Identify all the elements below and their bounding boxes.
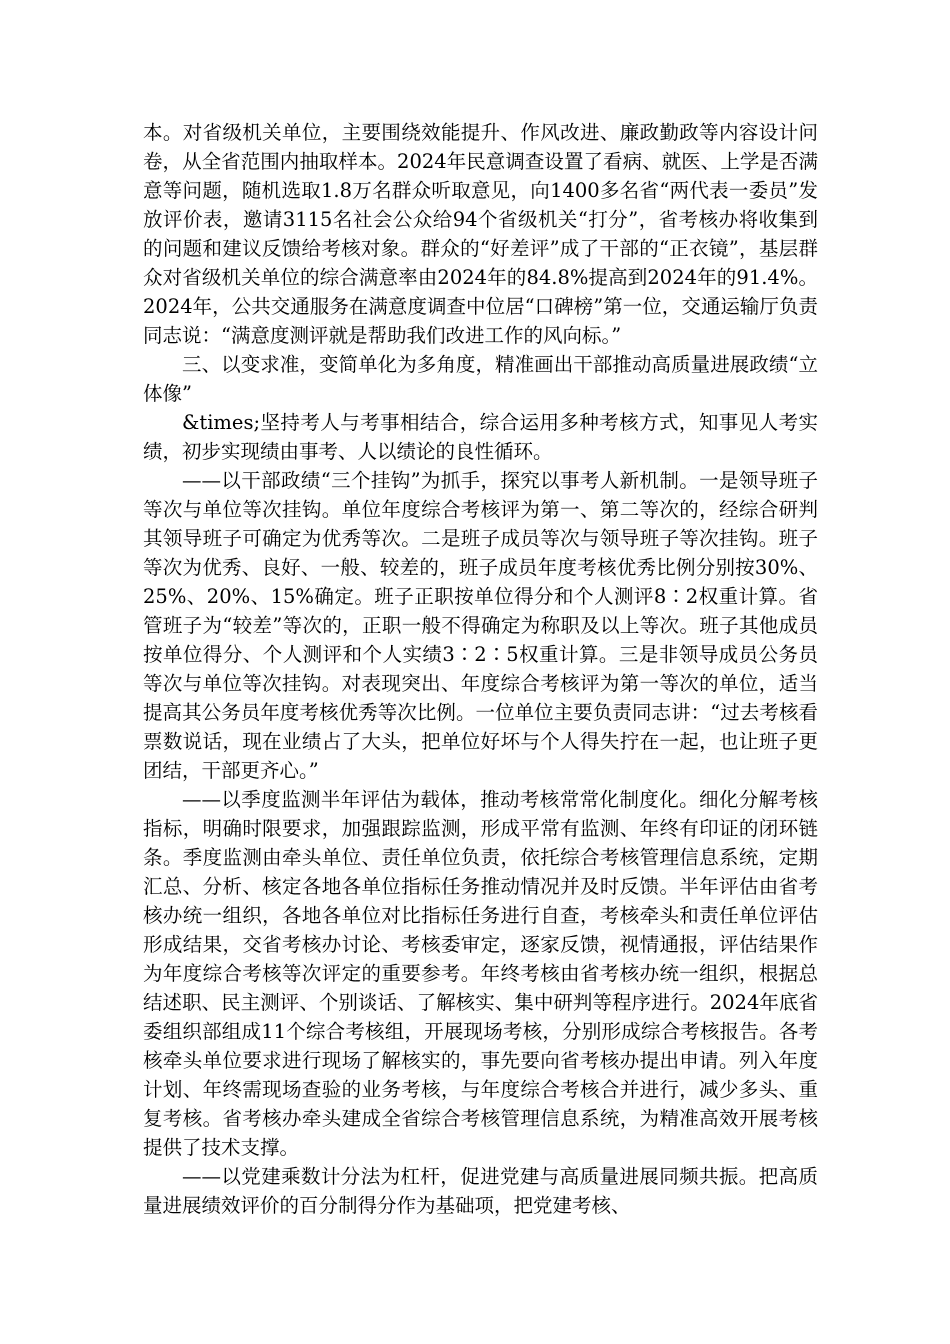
paragraph-survey-results: 本。对省级机关单位，主要围绕效能提升、作风改进、廉政勤政等内容设计问卷，从全省范围内抽取样本。2024年民意调查设置了看病、就医、上学是否满意等问题，随机选取1.8万名群众听取意见，向1400多名省“两代表一委员”发放评价表，邀请3115名社会公众给94个省级机关“打分”，省考核办将收集到的问题和建议反馈给考核对象。群众的“好差评”成了干部的“正衣镜”，基层群众对省级机关单位的综合满意率由2024年的84.8%提高到2024年的91.4%。2024年，公共交通服务在满意度调查中位居“口碑榜”第一位，交通运输厅负责同志说：“满意度测评就是帮助我们改进工作的风向标。” <box>143 121 818 347</box>
paragraph-party-building-multiplier: ——以党建乘数计分法为杠杆，促进党建与高质量进展同频共振。把高质量进展绩效评价的百分制得分作为基础项，把党建考核、 <box>143 1165 818 1217</box>
paragraph-three-links: ——以干部政绩“三个挂钩”为抓手，探究以事考人新机制。一是领导班子等次与单位等次挂钩。单位年度综合考核评为第一、第二等次的，经综合研判其领导班子可确定为优秀等次。二是班子成员等次与领导班子等次挂钩。班子等次为优秀、良好、一般、较差的，班子成员年度考核优秀比例分别按30%、25%、20%、15%确定。班子正职按单位得分和个人测评8∶2权重计算。省管班子为“较差”等次的，正职一般不得确定为称职及以上等次。班子其他成员按单位得分、个人测评和个人实绩3∶2∶5权重计算。三是非领导成员公务员等次与单位等次挂钩。对表现突出、年度综合考核评为第一等次的单位，适当提高其公务员年度考核优秀等次比例。一位单位主要负责同志讲：“过去考核看票数说话，现在业绩占了大头，把单位好坏与个人得失拧在一起，也让班子更团结，干部更齐心。” <box>143 469 818 782</box>
paragraph-section-intro: &times;坚持考人与考事相结合，综合运用多种考核方式，知事见人考实绩，初步实现绩由事考、人以绩论的良性循环。 <box>143 411 818 463</box>
document-page <box>143 118 818 1220</box>
section-heading-three: 三、以变求准，变简单化为多角度，精准画出干部推动高质量进展政绩“立体像” <box>143 353 818 405</box>
paragraph-quarterly-monitoring: ——以季度监测半年评估为载体，推动考核常常化制度化。细化分解考核指标，明确时限要求，加强跟踪监测，形成平常有监测、年终有印证的闭环链条。季度监测由牵头单位、责任单位负责，依托综合考核管理信息系统，定期汇总、分析、核定各地各单位指标任务推动情况并及时反馈。半年评估由省考核办统一组织，各地各单位对比指标任务进行自查，考核牵头和责任单位评估形成结果，交省考核办讨论、考核委审定，逐家反馈，视情通报，评估结果作为年度综合考核等次评定的重要参考。年终考核由省考核办统一组织，根据总结述职、民主测评、个别谈话、了解核实、集中研判等程序进行。2024年底省委组织部组成11个综合考核组，开展现场考核，分别形成综合考核报告。各考核牵头单位要求进行现场了解核实的，事先要向省考核办提出申请。列入年度计划、年终需现场查验的业务考核，与年度综合考核合并进行，减少多头、重复考核。省考核办牵头建成全省综合考核管理信息系统，为精准高效开展考核提供了技术支撑。 <box>143 788 818 1159</box>
